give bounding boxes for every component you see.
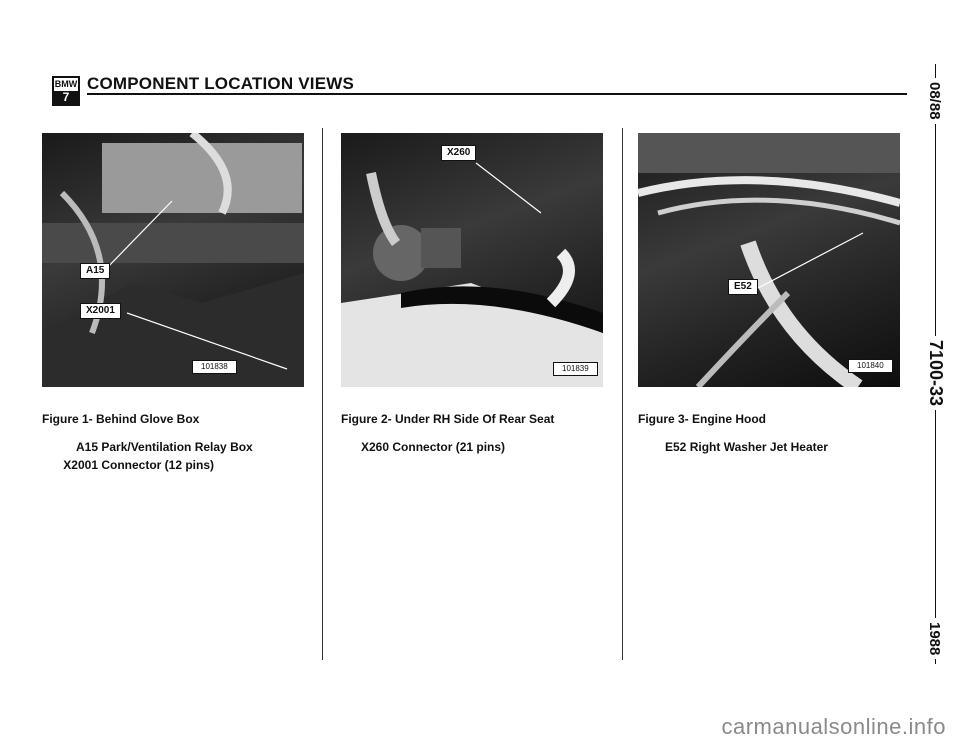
page-title: COMPONENT LOCATION VIEWS (87, 74, 355, 93)
legend-code: A15 (75, 440, 98, 454)
legend-description: Connector (12 pins) (101, 458, 215, 472)
photo-ref-number: 101838 (192, 360, 237, 374)
logo-brand: BMW (54, 78, 78, 93)
figure-1-caption: Figure 1- Behind Glove Box (42, 412, 200, 426)
callout-x2001: X2001 (80, 303, 121, 319)
legend-item (361, 440, 505, 454)
legend-code: E52 (665, 440, 687, 454)
figure-2-photo (341, 133, 603, 387)
callout-x260: X260 (441, 145, 476, 161)
callout-a15: A15 (80, 263, 110, 279)
legend-item (665, 440, 828, 454)
column-divider (322, 128, 323, 660)
legend-description: Park/Ventilation Relay Box (101, 440, 253, 454)
legend-item (58, 458, 214, 472)
legend-code: X260 (361, 440, 390, 454)
callout-e52: E52 (728, 279, 758, 295)
figure-2-caption: Figure 2- Under RH Side Of Rear Seat (341, 412, 555, 426)
logo-model: 7 (54, 91, 78, 104)
photo-ref-number: 101839 (553, 362, 598, 376)
figure-1-photo (42, 133, 304, 387)
legend-code: X2001 (63, 458, 98, 472)
legend-item (58, 440, 253, 454)
figure-3-photo (638, 133, 900, 387)
photo-ref-number: 101840 (848, 359, 893, 373)
margin-year: 1988 (926, 618, 943, 659)
margin-date: 08/88 (926, 78, 943, 124)
column-divider (622, 128, 623, 660)
legend-description: Connector (21 pins) (392, 440, 506, 454)
legend-description: Right Washer Jet Heater (689, 440, 828, 454)
margin-section-number: 7100-33 (925, 336, 946, 410)
figure-3-caption: Figure 3- Engine Hood (638, 412, 766, 426)
site-watermark: carmanualsonline.info (721, 714, 946, 739)
title-rule (87, 93, 907, 95)
bmw-logo (52, 76, 80, 106)
